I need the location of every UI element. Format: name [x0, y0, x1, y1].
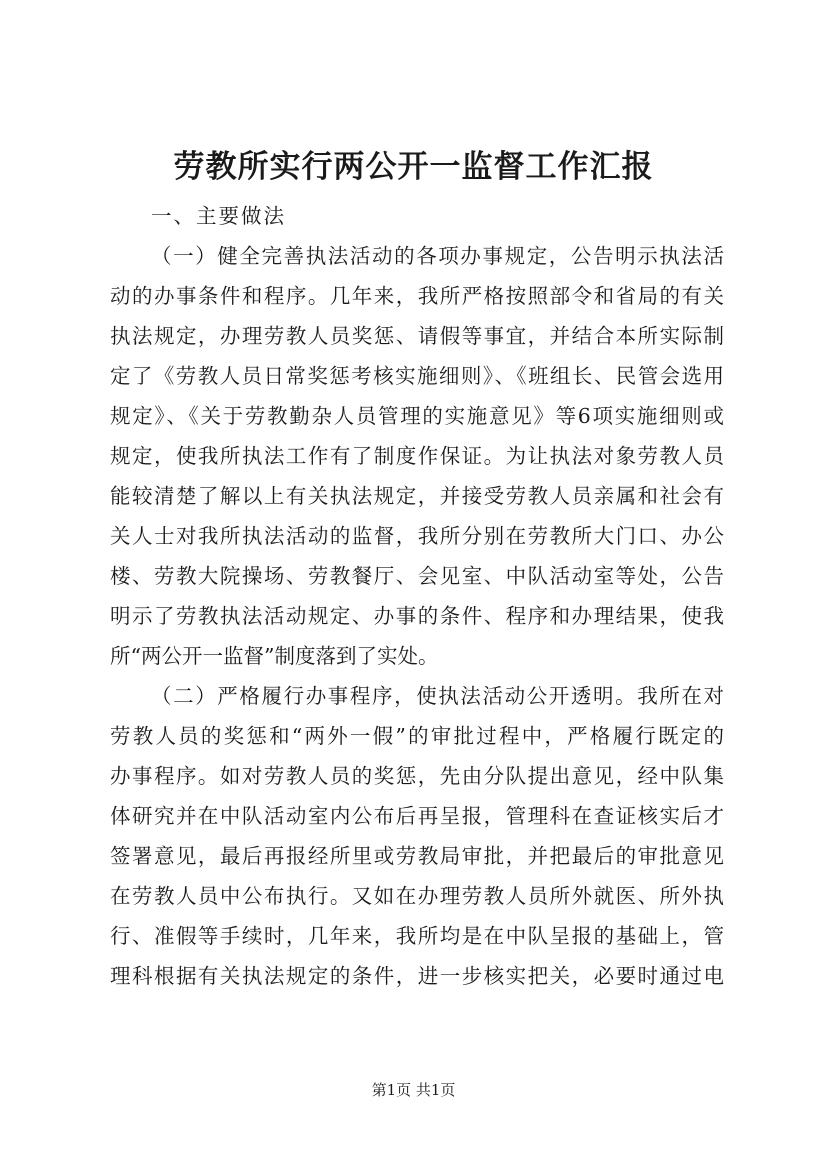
document-body	[110, 196, 724, 996]
paragraph-line: 在劳教人员中公布执行。又如在办理劳教人员所外就医、所外执	[110, 884, 724, 908]
paragraph-line: （二）严格履行办事程序，使执法活动公开透明。我所在对	[151, 684, 724, 708]
paragraph-line: 体研究并在中队活动室内公布后再呈报，管理科在查证核实后才	[110, 804, 724, 828]
paragraph-line: 明示了劳教执法活动规定、办事的条件、程序和办理结果，使我	[110, 604, 724, 628]
page-title: 劳教所实行两公开一监督工作汇报	[173, 149, 654, 185]
page-footer: 第1页 共1页	[371, 1081, 456, 1099]
paragraph-line: 所“两公开一监督”制度落到了实处。	[110, 644, 439, 668]
paragraph-line: （一）健全完善执法活动的各项办事规定，公告明示执法活	[151, 244, 724, 268]
paragraph-line: 定了《劳教人员日常奖惩考核实施细则》、《班组长、民管会选用	[110, 364, 724, 388]
paragraph-line: 关人士对我所执法活动的监督，我所分别在劳教所大门口、办公	[110, 524, 724, 548]
paragraph-line: 签署意见，最后再报经所里或劳教局审批，并把最后的审批意见	[110, 844, 724, 868]
paragraph-line: 执法规定，办理劳教人员奖惩、请假等事宜，并结合本所实际制	[110, 324, 724, 348]
paragraph-line: 劳教人员的奖惩和“两外一假”的审批过程中，严格履行既定的	[110, 724, 724, 748]
paragraph-line: 楼、劳教大院操场、劳教餐厅、会见室、中队活动室等处，公告	[110, 564, 724, 588]
paragraph-line: 规定，使我所执法工作有了制度作保证。为让执法对象劳教人员	[110, 444, 724, 468]
paragraph-line: 理科根据有关执法规定的条件，进一步核实把关，必要时通过电	[110, 964, 724, 988]
section-heading: 一、主要做法	[151, 204, 286, 228]
paragraph-line: 动的办事条件和程序。几年来，我所严格按照部令和省局的有关	[110, 284, 724, 308]
paragraph-line: 行、准假等手续时，几年来，我所均是在中队呈报的基础上，管	[110, 924, 724, 948]
paragraph-line: 办事程序。如对劳教人员的奖惩，先由分队提出意见，经中队集	[110, 764, 724, 788]
paragraph-line: 能较清楚了解以上有关执法规定，并接受劳教人员亲属和社会有	[110, 484, 724, 508]
paragraph-line: 规定》、《关于劳教勤杂人员管理的实施意见》等6项实施细则或	[110, 404, 724, 428]
